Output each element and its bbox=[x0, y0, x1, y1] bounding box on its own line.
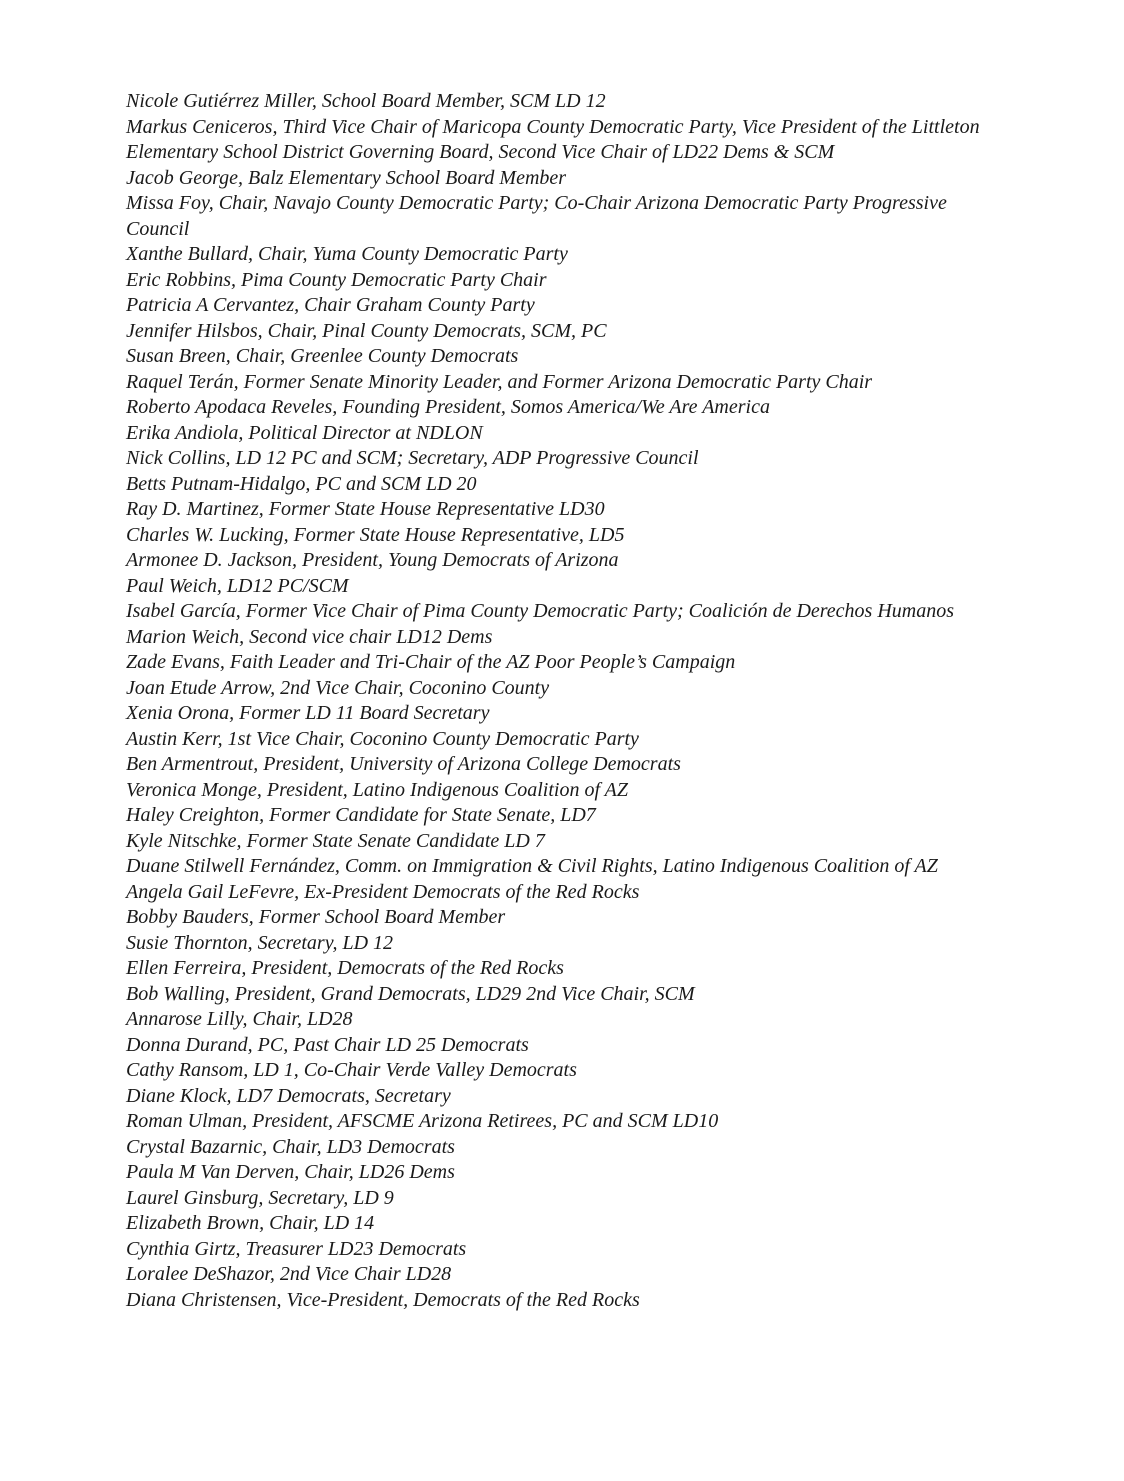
signatory-entry: Donna Durand, PC, Past Chair LD 25 Democrats bbox=[126, 1033, 529, 1056]
signatory-entry: Haley Creighton, Former Candidate for State Senate, LD7 bbox=[126, 804, 596, 826]
signatory-entry: Diane Klock, LD7 Democrats, Secretary bbox=[126, 1084, 451, 1107]
signatory-entry: Paula M Van Derven, Chair, LD26 Dems bbox=[126, 1161, 455, 1183]
signatory-entry: Raquel Terán, Former Senate Minority Leader, and Former Arizona Democratic Party Chair bbox=[126, 370, 873, 393]
signatory-entry: Nick Collins, LD 12 PC and SCM; Secretary, ADP Progressive Council bbox=[126, 447, 699, 469]
signatory-entry: Angela Gail LeFevre, Ex-President Democrats of the Red Rocks bbox=[126, 880, 640, 903]
signatory-entry: Armonee D. Jackson, President, Young Democrats of Arizona bbox=[126, 549, 619, 571]
signatory-entry: Jennifer Hilsbos, Chair, Pinal County Democrats, SCM, PC bbox=[126, 319, 607, 342]
signatory-entry: Roberto Apodaca Reveles, Founding President, Somos America/We Are America bbox=[126, 396, 770, 418]
signatory-entry: Joan Etude Arrow, 2nd Vice Chair, Coconino County bbox=[126, 676, 550, 699]
signatory-entry: Loralee DeShazor, 2nd Vice Chair LD28 bbox=[126, 1263, 452, 1285]
signatory-entry: Roman Ulman, President, AFSCME Arizona Retirees, PC and SCM LD10 bbox=[126, 1110, 719, 1132]
signatory-entry: Betts Putnam-Hidalgo, PC and SCM LD 20 bbox=[126, 472, 477, 495]
signatory-entry: Jacob George, Balz Elementary School Board Member bbox=[126, 166, 567, 189]
signatory-entry: Susan Breen, Chair, Greenlee County Democrats bbox=[126, 345, 519, 367]
signatory-entry: Cathy Ransom, LD 1, Co-Chair Verde Valley Democrats bbox=[126, 1059, 577, 1081]
signatory-entry: Cynthia Girtz, Treasurer LD23 Democrats bbox=[126, 1237, 467, 1260]
signatory-entry: Austin Kerr, 1st Vice Chair, Coconino County Democratic Party bbox=[126, 727, 639, 750]
signatory-entry: Veronica Monge, President, Latino Indigenous Coalition of AZ bbox=[126, 778, 629, 801]
signatory-entry: Susie Thornton, Secretary, LD 12 bbox=[126, 931, 394, 954]
signatory-entry: Ray D. Martinez, Former State House Representative LD30 bbox=[126, 498, 605, 520]
signatory-entry: Kyle Nitschke, Former State Senate Candidate LD 7 bbox=[126, 829, 545, 852]
signatory-entry: Ellen Ferreira, President, Democrats of the Red Rocks bbox=[126, 957, 564, 979]
signatory-entry: Bob Walling, President, Grand Democrats, LD29 2nd Vice Chair, SCM bbox=[126, 982, 695, 1005]
signatory-entry: Eric Robbins, Pima County Democratic Party Chair bbox=[126, 268, 547, 291]
signatory-entry: Diana Christensen, Vice-President, Democrats of the Red Rocks bbox=[126, 1288, 640, 1311]
signatory-entry: Ben Armentrout, President, University of Arizona College Democrats bbox=[126, 753, 681, 775]
signatory-entry: Paul Weich, LD12 PC/SCM bbox=[126, 574, 349, 597]
signatory-entry: Duane Stilwell Fernández, Comm. on Immigration & Civil Rights, Latino Indigenous Coalition of AZ bbox=[126, 855, 938, 877]
signatory-entry: Zade Evans, Faith Leader and Tri-Chair of the AZ Poor People’s Campaign bbox=[126, 651, 736, 673]
signatory-entry: Nicole Gutiérrez Miller, School Board Member, SCM LD 12 bbox=[126, 90, 606, 112]
signatory-entry: Marion Weich, Second vice chair LD12 Dems bbox=[126, 625, 493, 648]
signatory-entry: Annarose Lilly, Chair, LD28 bbox=[126, 1008, 353, 1030]
signatory-entry: Missa Foy, Chair, Navajo County Democratic Party; Co-Chair Arizona Democratic Party Progressive Council bbox=[126, 192, 947, 240]
signatory-entry: Bobby Bauders, Former School Board Member bbox=[126, 906, 506, 928]
signatory-entry: Crystal Bazarnic, Chair, LD3 Democrats bbox=[126, 1135, 455, 1158]
signatory-entry: Isabel García, Former Vice Chair of Pima County Democratic Party; Coalición de Derechos Humanos bbox=[126, 600, 955, 622]
signatory-entry: Charles W. Lucking, Former State House Representative, LD5 bbox=[126, 523, 625, 546]
signatory-list bbox=[126, 89, 1006, 1313]
signatory-entry: Xanthe Bullard, Chair, Yuma County Democratic Party bbox=[126, 243, 568, 265]
signatory-entry: Laurel Ginsburg, Secretary, LD 9 bbox=[126, 1186, 394, 1209]
signatory-entry: Erika Andiola, Political Director at NDLON bbox=[126, 421, 483, 444]
signatory-entry: Markus Ceniceros, Third Vice Chair of Maricopa County Democratic Party, Vice President of the Littleton Elementary School District Governing Board, Second Vice Chair of LD22 Dems & SCM bbox=[126, 115, 980, 163]
signatory-entry: Patricia A Cervantez, Chair Graham County Party bbox=[126, 294, 535, 316]
signatory-entry: Xenia Orona, Former LD 11 Board Secretary bbox=[126, 702, 490, 724]
signatory-entry: Elizabeth Brown, Chair, LD 14 bbox=[126, 1212, 375, 1234]
